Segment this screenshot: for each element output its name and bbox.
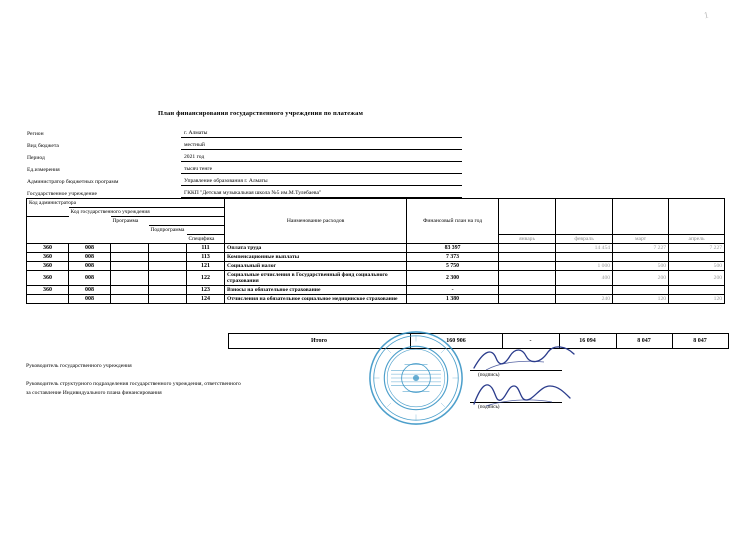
cell-program [111,286,149,295]
header-month-spacer-1 [499,199,556,235]
cell-jan [499,295,556,304]
cell-subprogram [149,295,187,304]
info-row [26,150,462,162]
cell-specific: 122 [187,271,225,286]
totals-table [26,333,729,349]
header-expense-name: Наименование расходов [225,199,407,244]
cell-feb: 240 [556,295,613,304]
cell-program [111,295,149,304]
total-year-plan: 160 906 [410,334,502,349]
cell-specific: 111 [187,244,225,253]
header-month-mar: март [613,235,669,244]
info-label: Период [27,154,45,161]
cell-expense-name: Социальный налог [225,262,407,271]
cell-subprogram [149,286,187,295]
cell-feb: 400 [556,271,613,286]
signature-line-1 [470,370,562,371]
table-row [27,271,725,286]
header-specific: Специфика [187,235,225,244]
info-label: Вид бюджета [27,142,59,149]
cell-admin: 360 [27,286,69,295]
total-row [26,334,728,349]
cell-apr [669,286,725,295]
corner-page-mark: 1 [702,9,709,21]
table-row [27,244,725,253]
cell-apr [669,253,725,262]
total-jan: - [502,334,559,349]
info-value: 2021 год [181,150,462,162]
cell-specific: 113 [187,253,225,262]
header-prog-pad [111,226,149,235]
cell-specific: 124 [187,295,225,304]
header-month-apr: апрель [669,235,725,244]
cell-apr: 7 227 [669,244,725,253]
cell-mar: 7 227 [613,244,669,253]
header-program: Программа [111,217,225,226]
total-mar: 8 047 [616,334,672,349]
cell-admin: 360 [27,244,69,253]
header-year-plan: Финансовый план на год [407,199,499,244]
cell-jan [499,271,556,286]
header-uchr-pad [69,226,111,235]
cell-institution: 008 [69,271,111,286]
cell-year-plan: 83 397 [407,244,499,253]
total-feb: 16 094 [559,334,616,349]
header-sub-pad [149,235,187,244]
cell-year-plan: 1 380 [407,295,499,304]
info-row [26,126,462,138]
info-row [26,186,462,198]
cell-expense-name: Оплата труда [225,244,407,253]
signature-note-2: (подпись) [478,404,500,410]
finance-plan-table [26,198,725,304]
cell-mar: 200 [613,271,669,286]
cell-admin: 360 [27,253,69,262]
cell-expense-name: Социальные отчисления в Государственный фонд социального страхования [225,271,407,286]
cell-year-plan: - [407,286,499,295]
signature-head-label: Руководитель государственного учреждения [26,363,132,369]
header-admin-pad [27,217,69,226]
header-institution-code: Код государственного учреждения [69,208,225,217]
cell-subprogram [149,244,187,253]
header-admin-code: Код администратора [27,199,225,208]
header-uchr-pad [69,235,111,244]
cell-apr: 200 [669,271,725,286]
cell-subprogram [149,253,187,262]
header-month-spacer-2 [556,199,613,235]
table-row [27,253,725,262]
cell-apr: 120 [669,295,725,304]
signature-line-2 [470,402,562,403]
header-admin-pad [27,235,69,244]
cell-program [111,262,149,271]
cell-mar: 500 [613,262,669,271]
table-row [27,295,725,304]
header-month-spacer-3 [613,199,669,235]
cell-program [111,271,149,286]
info-row [26,162,462,174]
cell-mar: 120 [613,295,669,304]
cell-institution: 008 [69,295,111,304]
cell-admin: 360 [27,262,69,271]
cell-feb [556,253,613,262]
header-prog-pad [111,235,149,244]
header-month-feb: февраль [556,235,613,244]
info-label: Администратор бюджетных программ [27,178,119,185]
cell-institution: 008 [69,262,111,271]
total-label: Итого [228,334,410,349]
table-header-row [27,199,725,208]
header-month-jan: январь [499,235,556,244]
signature-dept-label: Руководитель структурного подразделения государственного учреждения, ответственного за составление Индивидуального плана финансирования [26,381,241,396]
info-value: местный [181,138,462,150]
cell-mar [613,253,669,262]
header-month-spacer-4 [669,199,725,235]
info-row [26,138,462,150]
table-row [27,262,725,271]
cell-admin [27,295,69,304]
cell-specific: 121 [187,262,225,271]
document-title: План финансирования государственного учреждения по платежам [158,110,364,117]
cell-subprogram [149,262,187,271]
cell-year-plan: 7 373 [407,253,499,262]
info-value: г. Алматы [181,126,462,138]
header-uchr-pad [69,217,111,226]
cell-subprogram [149,271,187,286]
info-value: ГККП "Детская музыкальная школа №5 им.М.Тулебаева" [181,186,462,198]
cell-program [111,253,149,262]
cell-jan [499,286,556,295]
cell-feb: 1 000 [556,262,613,271]
total-spacer [26,334,228,349]
cell-apr: 500 [669,262,725,271]
cell-specific: 123 [187,286,225,295]
cell-jan [499,262,556,271]
info-label: Государственное учреждение [27,190,97,197]
header-admin-pad [27,226,69,235]
info-value: Управление образования г. Алматы [181,174,462,186]
info-value: тысяч тенге [181,162,462,174]
header-info-table [26,126,462,198]
cell-institution: 008 [69,253,111,262]
cell-admin: 360 [27,271,69,286]
cell-expense-name: Компенсационные выплаты [225,253,407,262]
cell-expense-name: Взносы на обязательное страхование [225,286,407,295]
cell-jan [499,253,556,262]
header-admin-pad [27,208,69,217]
info-row [26,174,462,186]
cell-program [111,244,149,253]
header-subprogram: Подпрограмма [149,226,225,235]
cell-mar [613,286,669,295]
cell-jan [499,244,556,253]
cell-institution: 008 [69,286,111,295]
cell-institution: 008 [69,244,111,253]
table-row [27,286,725,295]
cell-year-plan: 2 300 [407,271,499,286]
info-label: Ед.измерения [27,166,60,173]
cell-year-plan: 5 750 [407,262,499,271]
cell-feb [556,286,613,295]
total-apr: 8 047 [672,334,728,349]
cell-expense-name: Отчисления на обязательное социальное медицинское страхование [225,295,407,304]
signature-note-1: (подпись) [478,372,500,378]
cell-feb: 14 454 [556,244,613,253]
info-label: Регион [27,130,44,137]
